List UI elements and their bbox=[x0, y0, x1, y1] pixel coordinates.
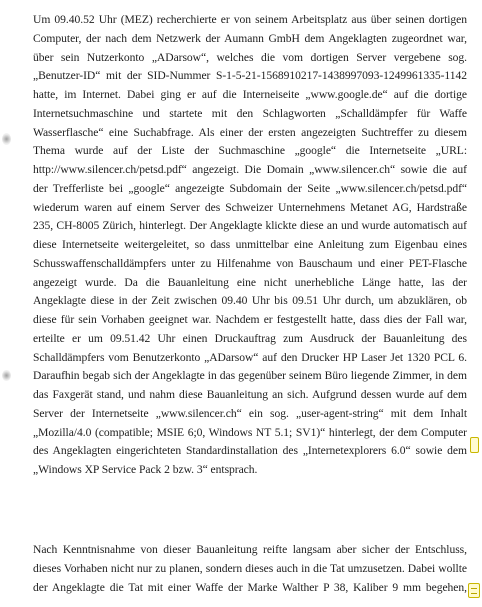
text-line: der Trefferliste bei „google“ angezeigte Subdomain der Seite „www.silencer.ch/petsd.pdf“ bbox=[33, 181, 467, 195]
paragraph-1 bbox=[33, 11, 467, 480]
text-line: http://www.silencer.ch/petsd.pdf“ angezeigt. Die Domain „www.silencer.ch“ sowie die auf bbox=[33, 163, 467, 176]
text-line: das Faxgerät stand, und nahm diese Bauanleitung an sich. Aufgrund dessen wurde auf dem bbox=[33, 388, 467, 401]
text-line: Angeklagte diese in der Zeit zwischen 09.40 Uhr bis 09.51 Uhr durch, um abzuklären, ob bbox=[33, 294, 467, 308]
text-line: der Angeklagte die Tat mit einer Waffe der Marke Walther P 38, Kaliber 9 mm begehen, bbox=[33, 580, 467, 594]
text-line: „Mozilla/4.0 (compatible; MSIE 6;0, Windows NT 5.1; SV1)“ hinterlegt, der dem Computer bbox=[33, 425, 467, 439]
paragraph-2 bbox=[33, 541, 467, 597]
text-line: Nach Kenntnisnahme von dieser Bauanleitung reifte langsam aber sicher der Entschluss, bbox=[33, 543, 467, 556]
text-line: Wasserflasche“ eine Suchabfrage. Als einer der ersten angezeigten Suchtreffer zu diesem bbox=[33, 125, 467, 139]
text-line: des Angeklagten eingerichteten Standardinstallation des „Internetexplorers 6.0“ sowie dem bbox=[33, 444, 467, 458]
text-line: Thema wurde auf der Liste der Suchmaschine „google“ die Internetseite „URL: bbox=[33, 144, 467, 158]
text-line: Schusswaffenschalldämpfers unter zu Hilfenahme von Bauschaum und einer PET-Flasche bbox=[33, 256, 467, 270]
text-line: diese Internetseite weitergeleitet, so dass unmittelbar eine Anleitung zum Eigenbau eines bbox=[33, 238, 467, 251]
text-line: „Benutzer-ID“ mit der SID-Nummer S-1-5-21-1568910217-1438997093-1249961335-1142 bbox=[33, 69, 467, 83]
text-line: erteilte er um 09.51.42 Uhr einen Druckauftrag zum Ausdruck der Bauanleitung des bbox=[33, 331, 467, 345]
text-line: über sein Nutzerkonto „ADarsow“, welches die vom dortigen Server vergebene sog. bbox=[33, 50, 467, 64]
text-line: „Windows XP Service Pack 2 bzw. 3“ entsprach. bbox=[33, 463, 258, 476]
text-line: 235, CH-8005 Zürich, hinterlegt. Der Angeklagte klickte diese an und wurde automatisch auf bbox=[33, 219, 467, 233]
text-line: dieses Vorhaben nicht nur zu planen, sondern dieses auch in die Tat umzusetzen. Dabei wollte bbox=[33, 561, 467, 575]
text-line: wiederum waren auf einem Server des Schweizer Unternehmens Metanet AG, Hardstraße bbox=[33, 200, 467, 214]
text-line: Computer, der nach dem Netzwerk der Aumann GmbH dem Angeklagten zugeordnet war, bbox=[33, 31, 467, 45]
text-line: diese für sein Vorhaben geeignet war. Nachdem er festgestellt hatte, dass dies der Fall war, bbox=[33, 313, 467, 326]
margin-annotation-marker[interactable] bbox=[470, 437, 479, 453]
text-line: Daraufhin begab sich der Angeklagte in das gegenüber seinem Büro liegende Zimmer, in dem bbox=[33, 369, 467, 383]
text-line: Server der Internetseite „www.silencer.ch“ ein sog. „user-agent-string“ mit dem Inhalt bbox=[33, 406, 467, 420]
text-line: angezeigt wurde. Da die Bauanleitung eine nicht unerhebliche Länge hatte, las der bbox=[33, 275, 467, 289]
text-line: Um 09.40.52 Uhr (MEZ) recherchierte er von seinem Arbeitsplatz aus über seinen dortigen bbox=[33, 13, 467, 26]
scan-smudge-mark bbox=[2, 370, 11, 381]
text-line: Schalldämpfers vom Benutzerkonto „ADarsow“ auf den Drucker HP Laser Jet 1320 PCL 6. bbox=[33, 350, 467, 364]
text-line: hatte, im Internet. Dabei ging er auf die Interneiseite „www.google.de“ auf die dortige bbox=[33, 88, 467, 101]
margin-note-icon[interactable] bbox=[468, 583, 480, 598]
text-line: Internetsuchmaschine und startete mit den Schlagworten „Schalldämpfer für Waffe bbox=[33, 106, 467, 120]
scan-smudge-mark bbox=[2, 133, 11, 145]
